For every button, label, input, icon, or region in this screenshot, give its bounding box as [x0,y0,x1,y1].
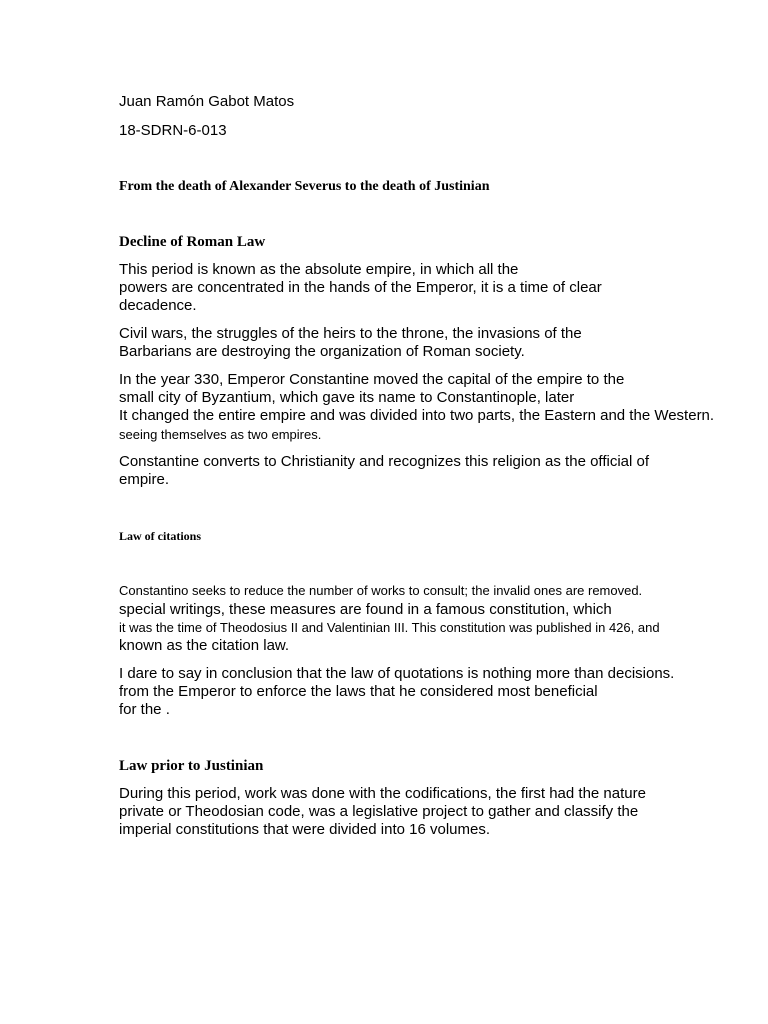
paragraph-line: special writings, these measures are found in a famous constitution, which [119,601,612,618]
paragraph-line: imperial constitutions that were divided into 16 volumes. [119,821,491,838]
paragraph-line: from the Emperor to enforce the laws that he considered most beneficial [119,683,598,700]
document-title: From the death of Alexander Severus to the death of Justinian [119,179,490,194]
paragraph-line: for the . [119,701,170,718]
paragraph-line: Civil wars, the struggles of the heirs to the throne, the invasions of the [119,325,582,342]
paragraph-line: This period is known as the absolute empire, in which all the [119,261,519,278]
author-name: Juan Ramón Gabot Matos [119,93,295,110]
paragraph-line: In the year 330, Emperor Constantine moved the capital of the empire to the [119,371,625,388]
paragraph-line: Barbarians are destroying the organization of Roman society. [119,343,525,360]
paragraph-line: Constantine converts to Christianity and recognizes this religion as the official of [119,453,650,470]
paragraph-line: known as the citation law. [119,637,290,654]
paragraph-line: seeing themselves as two empires. [119,427,322,442]
paragraph-line: it was the time of Theodosius II and Valentinian III. This constitution was published in 426, and [119,620,660,635]
paragraph-line: During this period, work was done with the codifications, the first had the nature [119,785,646,802]
paragraph-line: It changed the entire empire and was divided into two parts, the Eastern and the Western. [119,407,715,424]
paragraph-line: empire. [119,471,170,488]
section-heading-decline: Decline of Roman Law [119,234,266,250]
paragraph-line: Constantino seeks to reduce the number of works to consult; the invalid ones are removed. [119,583,643,598]
paragraph-line: private or Theodosian code, was a legislative project to gather and classify the [119,803,639,820]
paragraph-line: powers are concentrated in the hands of the Emperor, it is a time of clear [119,279,602,296]
paragraph-line: decadence. [119,297,197,314]
student-id: 18-SDRN-6-013 [119,122,227,139]
paragraph-line: small city of Byzantium, which gave its name to Constantinople, later [119,389,575,406]
section-heading-prior-justinian: Law prior to Justinian [119,758,264,774]
section-heading-citations: Law of citations [119,529,201,543]
paragraph-line: I dare to say in conclusion that the law of quotations is nothing more than decisions. [119,665,675,682]
